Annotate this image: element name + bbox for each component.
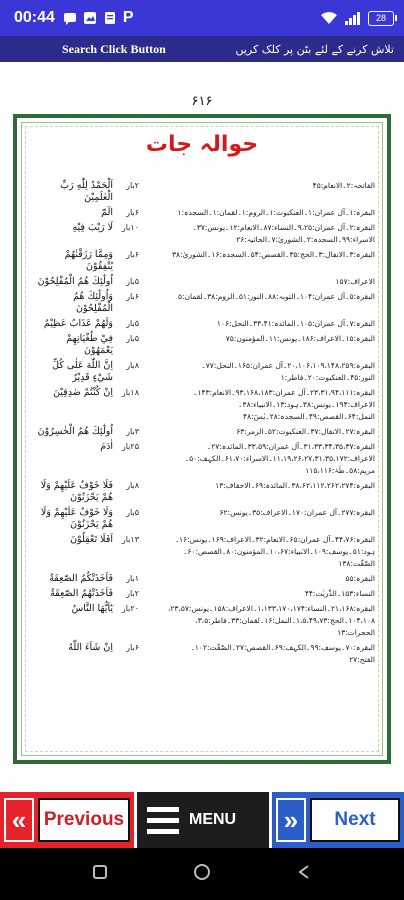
next-arrow-icon[interactable]: » [276,798,306,842]
reference-count: ۱بار [126,574,139,583]
reference-count: ۶بار [126,250,139,259]
reference-row [31,441,375,477]
reference-count: ۱۳بار [121,535,139,544]
reference-citations [139,222,375,246]
citation-line: البقرہ:۵۔آل عمران:۱۰۴۔التوبہ:۸۸۔النور:۵۱۔الروم:۳۸۔لقمان:۵ [177,292,375,301]
citation-line: البقرہ:۲۷۷۔آل عمران:۱۷۰۔الاعراف:۳۵۔یونس:۶۲ [219,508,375,517]
reference-row [31,588,375,600]
citation-line: الصّٰفّٰت:۱۳۸ [338,559,375,568]
reference-citations [139,426,375,438]
reference-row [31,480,375,504]
citation-line: البقرہ:۳۱،۳۳،۳۴،۳۵،۳۷۔آل عمران:۳۳،۵۹۔المائدہ:۲۷۔ [206,442,375,451]
parking-icon: P [122,9,134,26]
menu-button[interactable] [137,792,269,848]
citation-line: البقرہ:۱۔آل عمران:۱۔العنکبوت:۱۔الروم:۱۔لقمان:۱۔السجدہ:۱ [177,208,375,217]
reference-term: فَلَا خَوْفٌ عَلَيْهِمْ وَلَا هُمْ يَحْزَنُوْنَ [40,480,113,503]
reference-citations [139,642,375,666]
reference-citations [139,207,375,219]
hamburger-icon[interactable] [147,807,179,834]
reference-term: اِنَّ اللّٰهَ عَلٰى كُلِّ شَيْءٍ قَدِيْرٌ [52,360,113,383]
reference-citations [139,480,375,492]
search-bar[interactable] [0,36,404,62]
reference-term: اٰدَمَ [100,441,113,452]
reference-term: فَاَخَذَتْهُمُ الصّٰعِقَةُ [50,588,113,599]
reference-row [31,180,375,204]
reference-count: ۶بار [126,643,139,652]
reference-count: ۵بار [126,334,139,343]
reference-row [31,426,375,438]
reference-row [31,291,375,315]
previous-button[interactable] [0,792,134,848]
reference-citations [139,291,375,303]
citation-line: البقرہ:۲۔آل عمران:۹،۲۵۔النساء:۸۷۔الانعام:۱۲۔یونس:۳۷۔ [192,223,375,232]
reference-count: ۲۰بار [121,604,139,613]
reference-count: ۱۰بار [121,223,139,232]
back-icon[interactable] [295,863,313,885]
previous-arrow-icon[interactable]: « [4,798,34,842]
reference-term: اَلْحَمْدُ لِلّٰهِ رَبِّ الْعٰلَمِيْنَ [60,180,113,203]
reference-row [31,276,375,288]
reference-citations [139,441,375,477]
reference-row [31,534,375,570]
reference-count: ۶بار [126,208,139,217]
citation-line: الفاتحہ:۲۔الانعام:۴۵ [312,181,375,190]
citation-line: البقرہ:۳۔الانفال:۳۔الحج:۳۵۔القصص:۵۴۔السجدہ:۱۶۔الشوریٰ:۳۸ [172,250,375,259]
citation-line: البقرہ:۳۸،۶۲،۱۱۲،۲۶۲،۲۷۴۔المائدہ:۶۹۔الاحقاف:۱۳ [215,481,375,490]
reference-count: ۲۵بار [121,442,139,451]
page-heading: حوالہ جات [145,132,259,157]
reference-row [31,642,375,666]
reference-row [31,573,375,585]
reference-citations [139,534,375,570]
status-bar [0,0,404,36]
citation-line: الفتح:۲۷ [349,655,375,664]
bottom-nav [0,792,404,848]
reference-term: الٓمّٓ [101,207,113,218]
reference-citations [139,276,375,288]
reference-count: ۵بار [126,319,139,328]
reference-citations [139,387,375,423]
menu-label[interactable]: MENU [189,811,237,828]
reference-citations [139,603,375,639]
citation-line: النور:۴۵۔العنکبوت:۲۰۔فاطر:۱ [280,373,375,382]
reference-citations [139,573,375,585]
status-time: 00:44 [14,9,55,26]
wifi-icon [320,11,338,25]
message-icon [63,11,77,25]
reference-term: فَاَخَذَتْكُمُ الصّٰعِقَةُ [49,573,113,584]
citation-line: الحجرات:۱۳ [337,628,375,637]
reference-count: ۲بار [126,181,139,190]
reference-count: ۳بار [126,427,139,436]
reference-term: اَفَلَا تَعْقِلُوْنَ [70,534,113,545]
citation-line: النساء:۱۵۳۔الذّٰریٰت:۴۴ [304,589,375,598]
reference-row [31,318,375,330]
citation-line: الاعراف:۱۱،۱۹،۲۶،۲۷،۳۱،۳۵،۱۷۲۔الاسراء:۶۱،۷۰۔الکہف:۵۰۔ [184,454,375,463]
reference-count: ۸بار [126,481,139,490]
reference-term: فِيْ طُغْيَانِهِمْ يَعْمَهُوْنَ [66,333,113,356]
citation-line: البقرہ:۵۵ [345,574,375,583]
reference-row [31,249,375,273]
reference-row [31,207,375,219]
reference-term: اُولٰٓئِكَ هُمُ الْخٰسِرُوْنَ [37,426,113,437]
reference-term: اِنْ شَآءَ اللّٰهُ [68,642,113,653]
citation-line: البقرہ:۲۷۔الانفال:۳۷۔العنکبوت:۵۲۔الزمر:۶۳ [236,427,375,436]
next-button[interactable] [272,792,404,848]
citation-line: البقرہ:۷۰۔یوسف:۹۹۔الکہف:۶۹۔القصص:۲۷۔الصّٰفّٰت:۱۰۲۔ [190,643,375,652]
reference-citations [139,360,375,384]
reference-row [31,360,375,384]
reference-citations [139,249,375,261]
reference-count: ۵بار [126,508,139,517]
search-urdu-label[interactable]: تلاش کرنے کے لئے بٹن پر کلک کریں [235,42,394,56]
references-list [31,180,375,669]
previous-label[interactable]: Previous [38,798,130,842]
reference-term: اِنْ كُنْتُمْ صٰدِقِيْنَ [53,387,113,398]
reference-count: ۵بار [126,277,139,286]
status-right-icons [320,11,394,26]
citation-line: البقرہ:۴۴،۷۶۔آل عمران:۶۵۔الانعام:۳۲۔الاعراف:۱۶۹۔یونس:۱۶۔ [174,535,375,544]
reference-citations [139,333,375,345]
citation-line: ہود:۵۱۔یوسف:۱۰۹۔الانبیاء:۱۰،۶۷۔المؤمنون:۸۰۔القصص:۶۰۔ [183,547,375,556]
citation-line: البقرہ:۷۔آل عمران:۱۰۵۔المائدہ:۳۳،۴۱۔النحل:۱۰۶ [216,319,375,328]
citation-line: النمل:۶۴۔القصص:۴۹۔السجدہ:۲۸۔یٰسٓ:۴۸ [243,412,375,421]
citation-line: البقرہ:۱۵۔الاعراف:۱۸۶۔یونس:۱۱۔المؤمنون:۷۵ [225,334,375,343]
reference-term: وَمِمَّا رَزَقْنٰهُمْ يُنْفِقُوْنَ [64,249,113,272]
reference-citations [139,588,375,600]
reference-count: ۶بار [126,292,139,301]
citation-line: مریم:۵۸۔طٰہٰ:۱۱۵،۱۱۶ [305,466,375,475]
reference-row [31,603,375,639]
citation-line: البقرہ:۲۱،۱۶۸۔النساء:۱،۱۳۳،۱۷۰،۱۷۴۔الاعراف:۱۵۸۔یونس:۲۳،۵۷، [167,604,375,613]
reference-term: وَلَهُمْ عَذَابٌ عَظِيْمٌ [43,318,113,329]
reference-term: وَلَا خَوْفٌ عَلَيْهِمْ وَلَا هُمْ يَحْزَنُوْنَ [40,507,113,530]
note-icon [103,11,117,25]
page-frame [13,114,391,764]
recents-icon[interactable] [91,863,109,885]
citation-line: البقرہ:۲۳،۳۱،۹۴،۱۱۱۔آل عمران:۹۳،۱۶۸،۱۸۳۔الانعام:۱۴۳۔ [193,388,375,397]
reference-row [31,387,375,423]
citation-line: الاعراف:۱۵۷ [335,277,375,286]
reference-term: اُولٰٓئِكَ هُمُ الْمُفْلِحُوْنَ [37,276,113,287]
citation-line: الاعراف:۱۹۴۔یونس:۳۸۔ہود:۱۳۔الانبیاء:۳۸۔ [238,400,375,409]
reference-term: لَا رَيْبَ فِيْهِ [72,222,113,233]
battery-icon: 28 [368,11,394,26]
gallery-icon [83,11,97,25]
reference-count: ۱۸بار [121,388,139,397]
page-number: ۶۱۶ [191,94,213,109]
reference-citations [139,507,375,519]
citation-line: الاسراء:۹۹۔السجدہ:۲۔الشوریٰ:۷۔الجاثیہ:۲۶ [236,235,375,244]
search-click-button-label[interactable]: Search Click Button [62,41,166,56]
reference-row [31,333,375,357]
signal-icon [344,11,362,25]
reference-term: يٰٓاَيُّهَا النَّاسُ [71,603,113,614]
home-icon[interactable] [192,862,212,886]
reference-citations [139,318,375,330]
next-label[interactable]: Next [310,798,400,842]
status-left-icons [63,9,134,27]
citation-line: ۱۰۴،۱۰۸۔الحج:۱،۵،۴۹،۷۳۔النمل:۱۶۔لقمان:۳۳۔فاطر:۳،۵، [195,616,375,625]
reference-citations [139,180,375,192]
reference-term: وَاُولٰٓئِكَ هُمُ الْمُفْلِحُوْنَ [73,291,113,314]
citation-line: البقرہ:۲۰،۱۰۶،۱۰۹،۱۴۸،۲۵۹۔آل عمران:۱۶۵۔النحل:۷۷۔ [201,361,375,370]
reference-count: ۲بار [126,589,139,598]
reference-row [31,507,375,531]
system-nav-bar [0,848,404,900]
reference-count: ۸بار [126,361,139,370]
reference-row [31,222,375,246]
